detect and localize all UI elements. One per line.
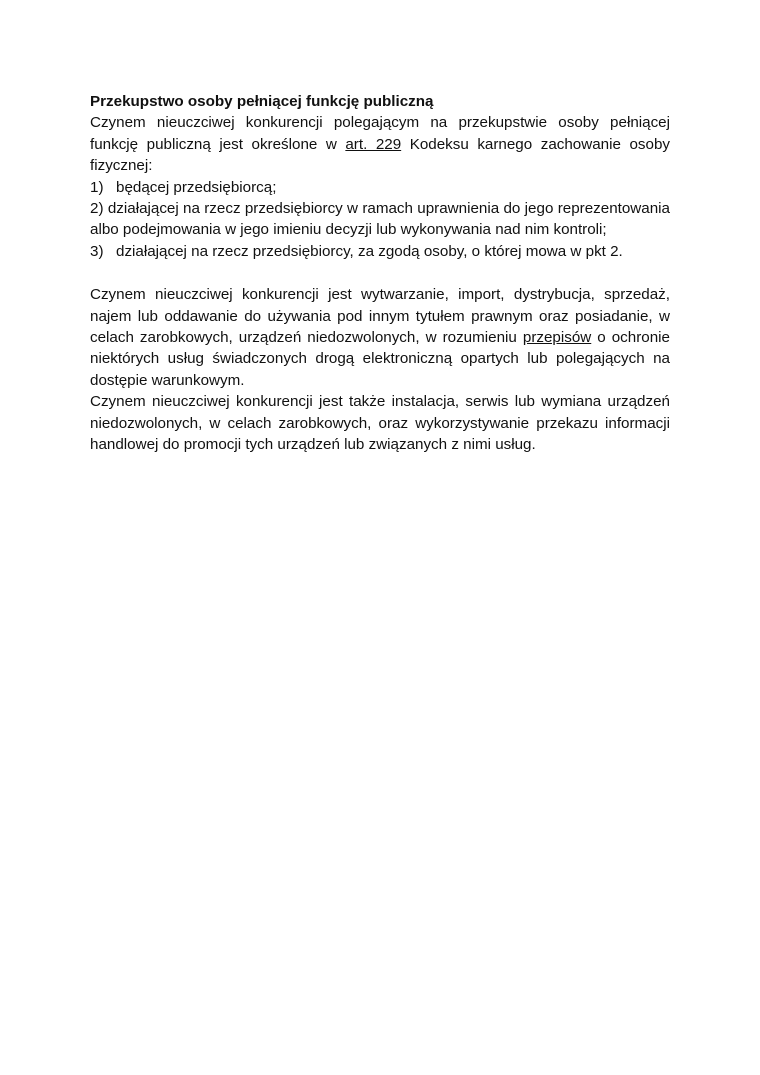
- list-item-text: działającej na rzecz przedsiębiorcy, za zgodą osoby, o której mowa w pkt 2.: [116, 242, 623, 260]
- paragraph-devices-text-before-link: Czynem nieuczciwej konkurencji jest wytwarzanie, import, dystrybucja, sprzedaż, najem lub oddawanie do używania pod innym tytułem prawnym oraz posiadanie, w celach zarobkowych, urządzeń niedozwolonych, w rozumieniu: [90, 286, 670, 347]
- list-item-2: [90, 198, 670, 241]
- paragraph-installation: Czynem nieuczciwej konkurencji jest także instalacja, serwis lub wymiana urządzeń niedozwolonych, w celach zarobkowych, oraz wykorzystywanie przekazu informacji handlowej do promocji tych urządzeń lub związanych z nimi usług.: [90, 393, 670, 454]
- list-item-text: działającej na rzecz przedsiębiorcy w ramach uprawnienia do jego reprezentowania albo podejmowania w jego imieniu decyzji lub wykonywania nad nim kontroli;: [90, 200, 670, 239]
- list-item-text: będącej przedsiębiorcą;: [116, 178, 277, 196]
- intro-text-after-link: Kodeksu karnego zachowanie osoby fizycznej:: [90, 135, 670, 175]
- intro-text-before-link: Czynem nieuczciwej konkurencji polegającym na przekupstwie osoby pełniącej funkcję publiczną jest określone w: [90, 114, 670, 153]
- document-page: [90, 91, 670, 456]
- intro-paragraph: [90, 112, 670, 176]
- paragraph-devices: [90, 284, 670, 391]
- document-title: Przekupstwo osoby pełniącej funkcję publiczną: [90, 93, 434, 110]
- list-item-number: 1): [90, 178, 104, 196]
- paragraph-spacer: [90, 262, 670, 284]
- list-item-1: [90, 177, 670, 198]
- list-item-number: 2): [90, 200, 104, 218]
- list-item-3: [90, 241, 670, 262]
- art-229-link[interactable]: art. 229: [345, 135, 402, 153]
- przepisow-link[interactable]: przepisów: [522, 329, 592, 347]
- paragraph-devices-text-after-link: o ochronie niektórych usług świadczonych drogą elektroniczną opartych lub polegających na dostępie warunkowym.: [90, 329, 670, 389]
- list-item-number: 3): [90, 242, 104, 260]
